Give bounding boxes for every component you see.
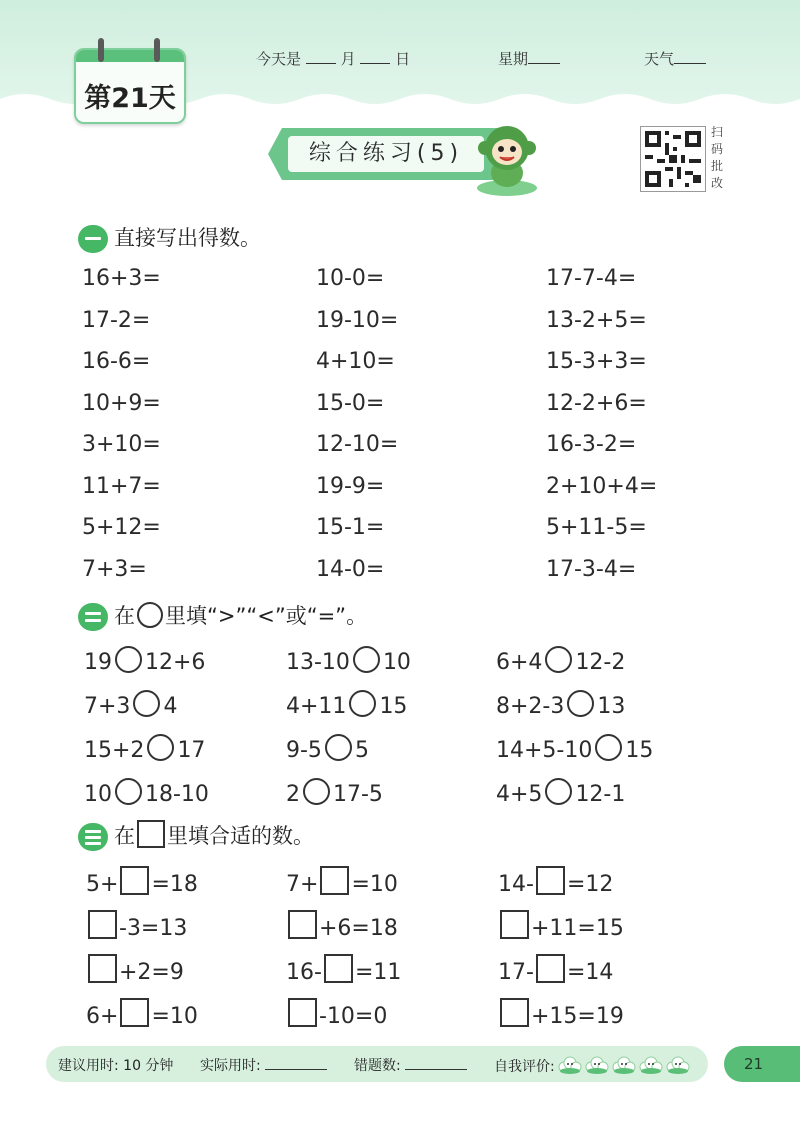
answer-box[interactable] — [536, 866, 565, 895]
calc-problem[interactable]: 15-1= — [316, 515, 385, 540]
section-number-two-icon — [78, 603, 108, 631]
compare-left: 8+2-3 — [496, 694, 565, 719]
weekday-blank[interactable] — [528, 49, 560, 64]
day-badge — [74, 48, 186, 124]
fill-problem — [86, 998, 198, 1029]
compare-problem — [286, 646, 411, 675]
compare-left: 15+2 — [84, 738, 145, 763]
self-evaluation: 自我评价: — [494, 1055, 690, 1076]
compare-circle[interactable] — [115, 646, 142, 673]
calc-problem[interactable]: 4+10= — [316, 349, 395, 374]
calc-problem[interactable]: 17-2= — [82, 307, 151, 333]
calc-problem[interactable]: 12-10= — [316, 432, 399, 457]
compare-problem — [84, 734, 205, 763]
fill-post: =14 — [566, 960, 614, 985]
answer-box[interactable] — [500, 910, 529, 939]
calc-problem[interactable]: 15-3+3= — [546, 349, 647, 374]
calc-problem[interactable]: 17-3-4= — [546, 556, 637, 582]
section-number-three-icon — [78, 823, 108, 851]
calc-problem[interactable]: 2+10+4= — [546, 473, 658, 499]
answer-box[interactable] — [500, 998, 529, 1027]
compare-right: 12-2 — [575, 650, 626, 675]
fill-problem — [286, 998, 387, 1029]
fill-problem — [86, 954, 184, 985]
error-count-blank[interactable] — [405, 1057, 467, 1070]
fill-post: =10 — [351, 872, 398, 897]
calc-problem[interactable]: 13-2+5= — [546, 307, 647, 333]
box-symbol — [137, 820, 165, 848]
fill-problem — [498, 998, 624, 1029]
fill-problem — [86, 910, 187, 941]
calc-problem[interactable]: 16-3-2= — [546, 432, 637, 457]
calc-problem[interactable]: 11+7= — [82, 473, 161, 499]
fill-problem — [498, 954, 613, 985]
compare-circle[interactable] — [567, 690, 594, 717]
compare-left: 13-10 — [286, 650, 350, 675]
compare-problem — [84, 646, 205, 675]
fill-problem — [286, 954, 401, 985]
compare-circle[interactable] — [349, 690, 376, 717]
qr-code-icon — [641, 127, 705, 191]
calc-problem[interactable]: 17-7-4= — [546, 266, 637, 291]
compare-circle[interactable] — [133, 690, 160, 717]
compare-left: 19 — [84, 650, 112, 675]
compare-circle[interactable] — [147, 734, 174, 761]
compare-circle[interactable] — [545, 778, 572, 805]
fill-problem — [286, 910, 398, 941]
calc-problem[interactable]: 5+11-5= — [546, 515, 647, 540]
actual-time: 实际用时: — [200, 1055, 327, 1075]
compare-left: 10 — [84, 782, 112, 807]
fill-problem — [498, 866, 613, 897]
compare-right: 12+6 — [145, 650, 206, 675]
compare-right: 13 — [597, 694, 626, 719]
fill-post: =12 — [566, 872, 614, 897]
compare-right: 4 — [163, 694, 178, 719]
compare-right: 5 — [354, 738, 369, 763]
fill-pre: 17- — [498, 960, 534, 985]
compare-right: 10 — [382, 650, 411, 675]
compare-problem — [496, 690, 625, 719]
day-blank[interactable] — [360, 49, 390, 64]
compare-right: 12-1 — [575, 782, 626, 807]
fill-post: +11=15 — [531, 916, 624, 941]
rating-flower-icon[interactable] — [666, 1055, 690, 1075]
day-badge-text: 第21天 — [84, 83, 176, 114]
fill-post: -3=13 — [119, 916, 188, 941]
compare-problem — [84, 690, 177, 719]
fill-problem — [286, 866, 398, 897]
compare-circle[interactable] — [325, 734, 352, 761]
compare-problem — [496, 734, 653, 763]
fill-pre: 14- — [498, 872, 534, 897]
compare-problem — [496, 778, 625, 807]
compare-circle[interactable] — [115, 778, 142, 805]
section3-heading: 在 里填合适的数。 — [78, 820, 314, 851]
fill-post: +15=19 — [531, 1004, 624, 1029]
calc-problem[interactable]: 14-0= — [316, 556, 385, 582]
fill-pre: 5+ — [86, 872, 119, 897]
compare-problem — [286, 778, 383, 807]
answer-box[interactable] — [88, 954, 117, 983]
fill-post: +2=9 — [119, 960, 184, 985]
calc-problem[interactable]: 7+3= — [82, 556, 147, 582]
section-number-one-icon — [78, 225, 108, 253]
monkey-icon — [472, 118, 542, 198]
circle-symbol — [137, 602, 163, 628]
calc-problem[interactable]: 10+9= — [82, 390, 161, 416]
calc-problem[interactable]: 10-0= — [316, 266, 385, 291]
compare-right: 15 — [379, 694, 408, 719]
fill-post: +6=18 — [319, 916, 398, 941]
answer-box[interactable] — [320, 866, 349, 895]
rating-flower-icon[interactable] — [639, 1055, 663, 1075]
calc-problem[interactable]: 16-6= — [82, 349, 151, 374]
fill-problem — [498, 910, 624, 941]
compare-right: 17 — [177, 738, 206, 763]
page-number: 21 — [724, 1046, 800, 1082]
compare-right: 17-5 — [333, 782, 383, 807]
fill-post: -10=0 — [319, 1004, 388, 1029]
weekday-line: 星期 — [498, 48, 560, 69]
compare-circle[interactable] — [595, 734, 622, 761]
answer-box[interactable] — [324, 954, 353, 983]
fill-pre: 6+ — [86, 1004, 119, 1029]
compare-circle[interactable] — [353, 646, 380, 673]
calc-problem[interactable]: 19-9= — [316, 473, 385, 499]
date-line: 今天是 月 日 — [256, 50, 411, 68]
rating-flower-icon[interactable] — [612, 1055, 636, 1075]
compare-problem — [84, 778, 209, 807]
calc-problem[interactable]: 16+3= — [82, 266, 161, 291]
weather-line: 天气 — [644, 48, 706, 69]
error-count: 错题数: — [354, 1055, 467, 1075]
compare-circle[interactable] — [545, 646, 572, 673]
fill-pre: 7+ — [286, 872, 319, 897]
section1-heading: 直接写出得数。 — [78, 222, 261, 253]
compare-left: 7+3 — [84, 694, 131, 719]
compare-right: 15 — [625, 738, 654, 763]
compare-left: 14+5-10 — [496, 738, 593, 763]
answer-box[interactable] — [88, 910, 117, 939]
rating-flower-icon[interactable] — [585, 1055, 609, 1075]
compare-left: 2 — [286, 782, 300, 807]
page-title: 综合练习(5) — [288, 136, 484, 172]
answer-box[interactable] — [120, 998, 149, 1027]
answer-box[interactable] — [120, 866, 149, 895]
compare-left: 4+11 — [286, 694, 347, 719]
compare-problem — [286, 690, 407, 719]
compare-circle[interactable] — [303, 778, 330, 805]
calc-problem[interactable]: 3+10= — [82, 432, 161, 457]
compare-problem — [496, 646, 625, 675]
compare-right: 18-10 — [145, 782, 209, 807]
qr-code[interactable] — [640, 126, 706, 192]
fill-post: =18 — [151, 872, 198, 897]
compare-problem — [286, 734, 369, 763]
fill-pre: 16- — [286, 960, 322, 985]
weather-blank[interactable] — [674, 49, 706, 64]
calc-problem[interactable]: 5+12= — [82, 515, 161, 540]
month-blank[interactable] — [306, 49, 336, 64]
calc-problem[interactable]: 12-2+6= — [546, 390, 647, 416]
answer-box[interactable] — [536, 954, 565, 983]
calc-problem[interactable]: 15-0= — [316, 390, 385, 416]
section2-heading: 在 里填“>”“<”或“=”。 — [78, 600, 367, 631]
fill-post: =11 — [354, 960, 402, 985]
suggested-time: 建议用时: 10 分钟 — [58, 1058, 174, 1074]
fill-problem — [86, 866, 198, 897]
compare-left: 6+4 — [496, 650, 543, 675]
calc-problem[interactable]: 19-10= — [316, 307, 399, 333]
answer-box[interactable] — [288, 998, 317, 1027]
answer-box[interactable] — [288, 910, 317, 939]
rating-flower-icon[interactable] — [558, 1055, 582, 1075]
actual-time-blank[interactable] — [265, 1057, 327, 1070]
fill-post: =10 — [151, 1004, 198, 1029]
compare-left: 9-5 — [286, 738, 322, 763]
qr-label: 扫 码 批 改 — [710, 125, 723, 190]
compare-left: 4+5 — [496, 782, 543, 807]
